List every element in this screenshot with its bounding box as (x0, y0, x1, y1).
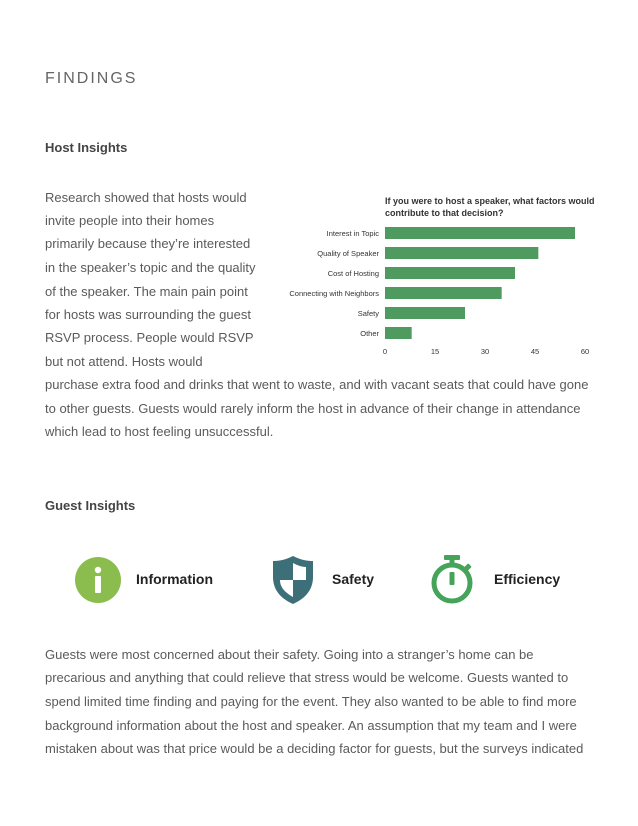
host-text-line: purchase extra food and drinks that went to waste, and with vacant seats that could have gone (45, 377, 589, 392)
guest-insights-heading: Guest Insights (45, 498, 136, 513)
chart-category-label: Interest in Topic (326, 229, 379, 238)
host-text-line: but not attend. Hosts would (45, 354, 203, 369)
host-text-line: RSVP process. People would RSVP (45, 330, 254, 345)
guest-text-line: spend limited time finding and paying for the event. They also wanted to be able to find more (45, 694, 577, 709)
chart-bar (385, 327, 412, 339)
host-text-line: invite people into their homes (45, 213, 215, 228)
guest-text-line: precarious and anything that could relieve that stress would be welcome. Guests wanted to (45, 670, 569, 685)
guest-text-line: mistaken about was that price would be a deciding factor for guests, but the surveys indicated (45, 741, 584, 756)
chart-category-label: Safety (357, 309, 379, 318)
chart-tick-label: 0 (382, 347, 388, 356)
chart-category-label: Other (360, 329, 379, 338)
chart-title-line: contribute to that decision? (385, 208, 504, 218)
host-text-line: in the speaker’s topic and the quality (45, 260, 256, 275)
host-text-line: to other guests. Guests would rarely inform the host in advance of their change in attendance (45, 401, 581, 416)
factors-bar-chart (0, 0, 638, 370)
chart-tick-label: 60 (580, 347, 590, 356)
shield-icon (272, 555, 314, 605)
chart-tick-label: 15 (430, 347, 440, 356)
chart-bar (385, 247, 538, 259)
host-text-line: primarily because they’re interested (45, 236, 251, 251)
guest-text-line: background information about the host and speaker. An assumption that my team and I were (45, 718, 577, 733)
chart-category-label: Cost of Hosting (327, 269, 379, 278)
host-text-line: which lead to host feeling unsuccessful. (45, 424, 274, 439)
host-text-line: for hosts was surrounding the guest (45, 307, 251, 322)
efficiency-label: Efficiency (494, 571, 561, 587)
section-title: FINDINGS (45, 70, 138, 87)
chart-bar (385, 227, 575, 239)
host-text-line: of the speaker. The main pain point (45, 284, 248, 299)
info-circle-icon (74, 556, 122, 604)
chart-tick-label: 45 (530, 347, 540, 356)
chart-title-line: If you were to host a speaker, what factors would (385, 196, 595, 206)
stopwatch-icon (429, 554, 475, 604)
chart-category-label: Connecting with Neighbors (289, 289, 379, 298)
host-text-line: Research showed that hosts would (45, 190, 247, 205)
information-label: Information (136, 571, 213, 587)
guest-text-line: Guests were most concerned about their safety. Going into a stranger’s home can be (45, 647, 534, 662)
chart-tick-label: 30 (480, 347, 490, 356)
chart-bar (385, 267, 515, 279)
host-insights-heading: Host Insights (45, 140, 128, 155)
chart-bar (385, 307, 465, 319)
chart-bar (385, 287, 502, 299)
safety-label: Safety (332, 571, 375, 587)
chart-category-label: Quality of Speaker (317, 249, 379, 258)
